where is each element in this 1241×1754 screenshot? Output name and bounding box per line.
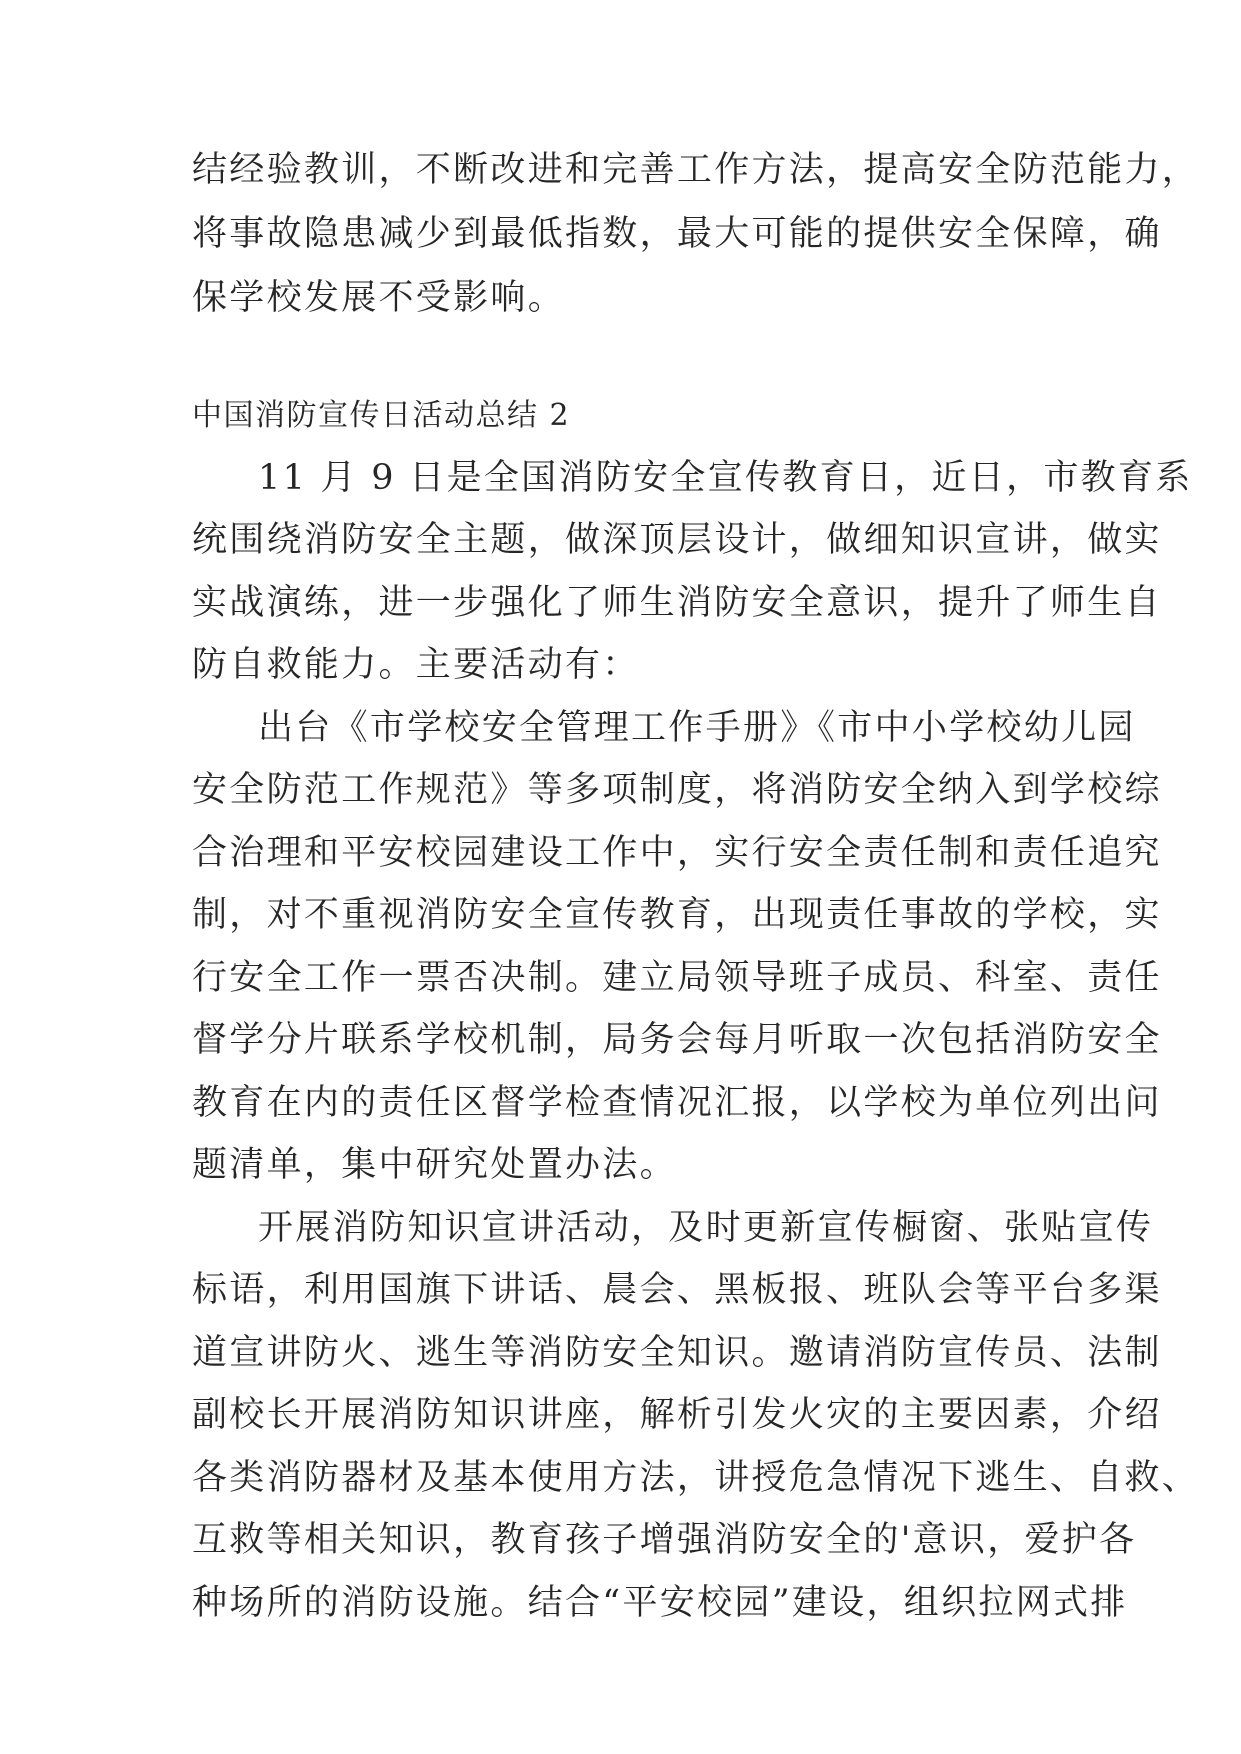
intro-line-1: 结经验教训，不断改进和完善工作方法，提高安全防范能力，	[192, 150, 1200, 190]
p3-line-5: 各类消防器材及基本使用方法，讲授危急情况下逃生、自救、	[192, 1458, 1200, 1498]
p3-line-2: 标语，利用国旗下讲话、晨会、黑板报、班队会等平台多渠	[192, 1270, 1162, 1310]
p3-line-7: 种场所的消防设施。结合“平安校园”建设，组织拉网式排	[192, 1583, 1128, 1623]
p2-line-3: 合治理和平安校园建设工作中，实行安全责任制和责任追究	[192, 833, 1162, 873]
p3-line-4: 副校长开展消防知识讲座，解析引发火灾的主要因素，介绍	[192, 1395, 1162, 1435]
p1-line-3: 实战演练，进一步强化了师生消防安全意识，提升了师生自	[192, 583, 1162, 623]
p3-line-1: 开展消防知识宣讲活动，及时更新宣传橱窗、张贴宣传	[258, 1208, 1154, 1248]
p1-line-2: 统围绕消防安全主题，做深顶层设计，做细知识宣讲，做实	[192, 520, 1162, 560]
p2-line-8: 题清单，集中研究处置办法。	[192, 1145, 677, 1185]
section-title: 中国消防宣传日活动总结 2	[192, 398, 571, 433]
p2-line-5: 行安全工作一票否决制。建立局领导班子成员、科室、责任	[192, 958, 1162, 998]
p3-line-3: 道宣讲防火、逃生等消防安全知识。邀请消防宣传员、法制	[192, 1333, 1162, 1373]
p2-line-1: 出台《市学校安全管理工作手册》《市中小学校幼儿园	[258, 708, 1136, 748]
p2-line-7: 教育在内的责任区督学检查情况汇报，以学校为单位列出问	[192, 1083, 1162, 1123]
p2-line-6: 督学分片联系学校机制，局务会每月听取一次包括消防安全	[192, 1020, 1162, 1060]
p3-line-6: 互救等相关知识，教育孩子增强消防安全的'意识，爱护各	[192, 1520, 1137, 1560]
p2-line-2: 安全防范工作规范》等多项制度，将消防安全纳入到学校综	[192, 770, 1162, 810]
intro-line-2: 将事故隐患减少到最低指数，最大可能的提供安全保障，确	[192, 214, 1162, 254]
p2-line-4: 制，对不重视消防安全宣传教育，出现责任事故的学校，实	[192, 895, 1162, 935]
intro-line-3: 保学校发展不受影响。	[192, 278, 566, 318]
p1-line-1: 11 月 9 日是全国消防安全宣传教育日，近日，市教育系	[258, 458, 1193, 498]
p1-line-4: 防自救能力。主要活动有：	[192, 645, 640, 685]
